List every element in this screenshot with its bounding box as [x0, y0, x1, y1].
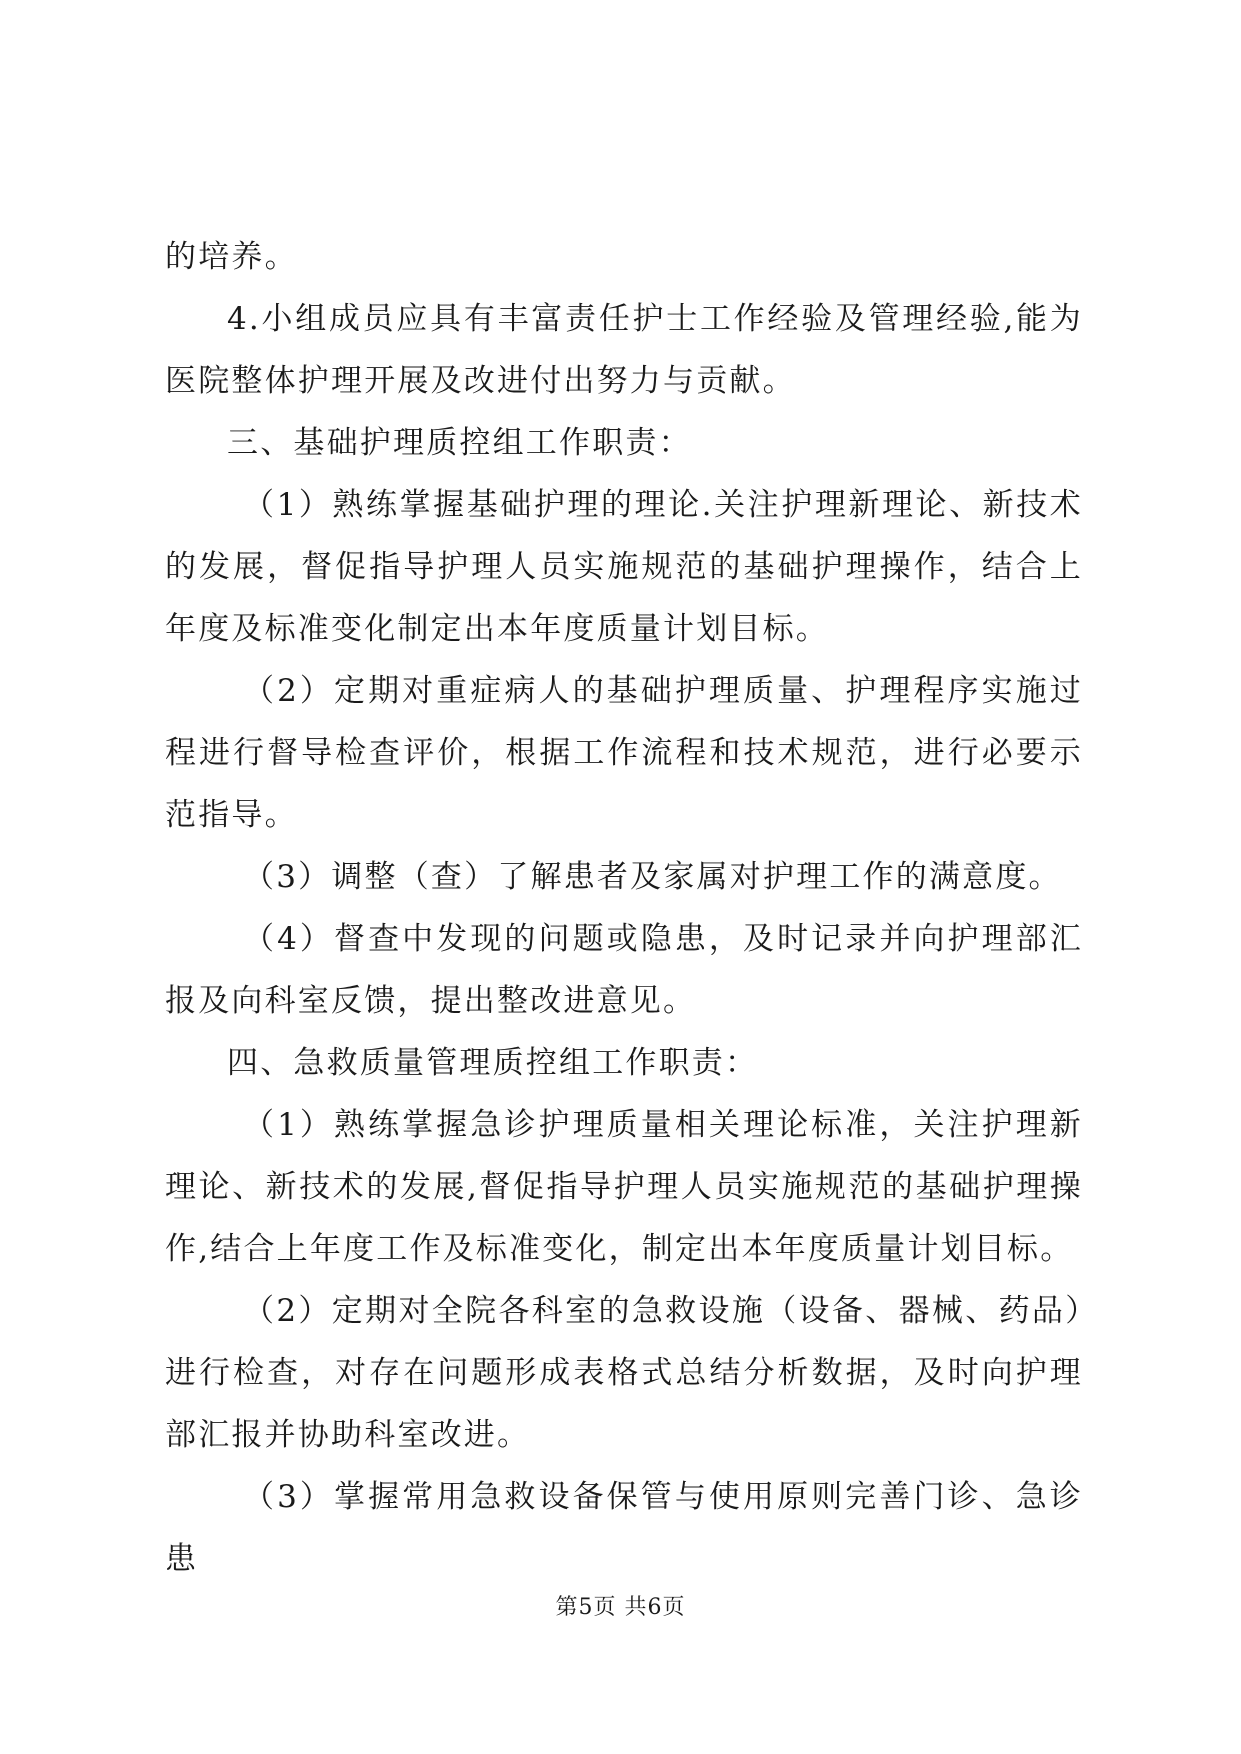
- paragraph-emergency-2: （2）定期对全院各科室的急救设施（设备、器械、药品）进行检查，对存在问题形成表格式总结分析数据，及时向护理部汇报并协助科室改进。: [165, 1293, 1083, 1453]
- paragraph-basic-care-4: （4）督查中发现的问题或隐患，及时记录并向护理部汇报及向科室反馈，提出整改进意见。: [165, 921, 1083, 1019]
- paragraph-basic-care-2: （2）定期对重症病人的基础护理质量、护理程序实施过程进行督导检查评价，根据工作流程和技术规范，进行必要示范指导。: [165, 673, 1083, 833]
- section-heading-basic-care: 三、基础护理质控组工作职责：: [227, 425, 692, 461]
- paragraph-emergency-3: （3）掌握常用急救设备保管与使用原则完善门诊、急诊患: [165, 1479, 1083, 1577]
- page-number-label: 第5页 共6页: [555, 1595, 686, 1620]
- paragraph-basic-care-3: （3）调整（查）了解患者及家属对护理工作的满意度。: [243, 859, 1062, 895]
- section-heading-emergency: 四、急救质量管理质控组工作职责：: [227, 1045, 759, 1081]
- paragraph-basic-care-1: （1）熟练掌握基础护理的理论.关注护理新理论、新技术的发展，督促指导护理人员实施规范的基础护理操作，结合上年度及标准变化制定出本年度质量计划目标。: [165, 487, 1083, 647]
- paragraph-continuation: 的培养。: [165, 239, 298, 275]
- paragraph-emergency-1: （1）熟练掌握急诊护理质量相关理论标准，关注护理新理论、新技术的发展,督促指导护理人员实施规范的基础护理操作,结合上年度工作及标准变化，制定出本年度质量计划目标。: [165, 1107, 1083, 1267]
- page-number-footer: [0, 1590, 1241, 1621]
- document-body: [165, 226, 1083, 1590]
- paragraph-item-4: 4.小组成员应具有丰富责任护士工作经验及管理经验,能为医院整体护理开展及改进付出努力与贡献。: [165, 301, 1083, 399]
